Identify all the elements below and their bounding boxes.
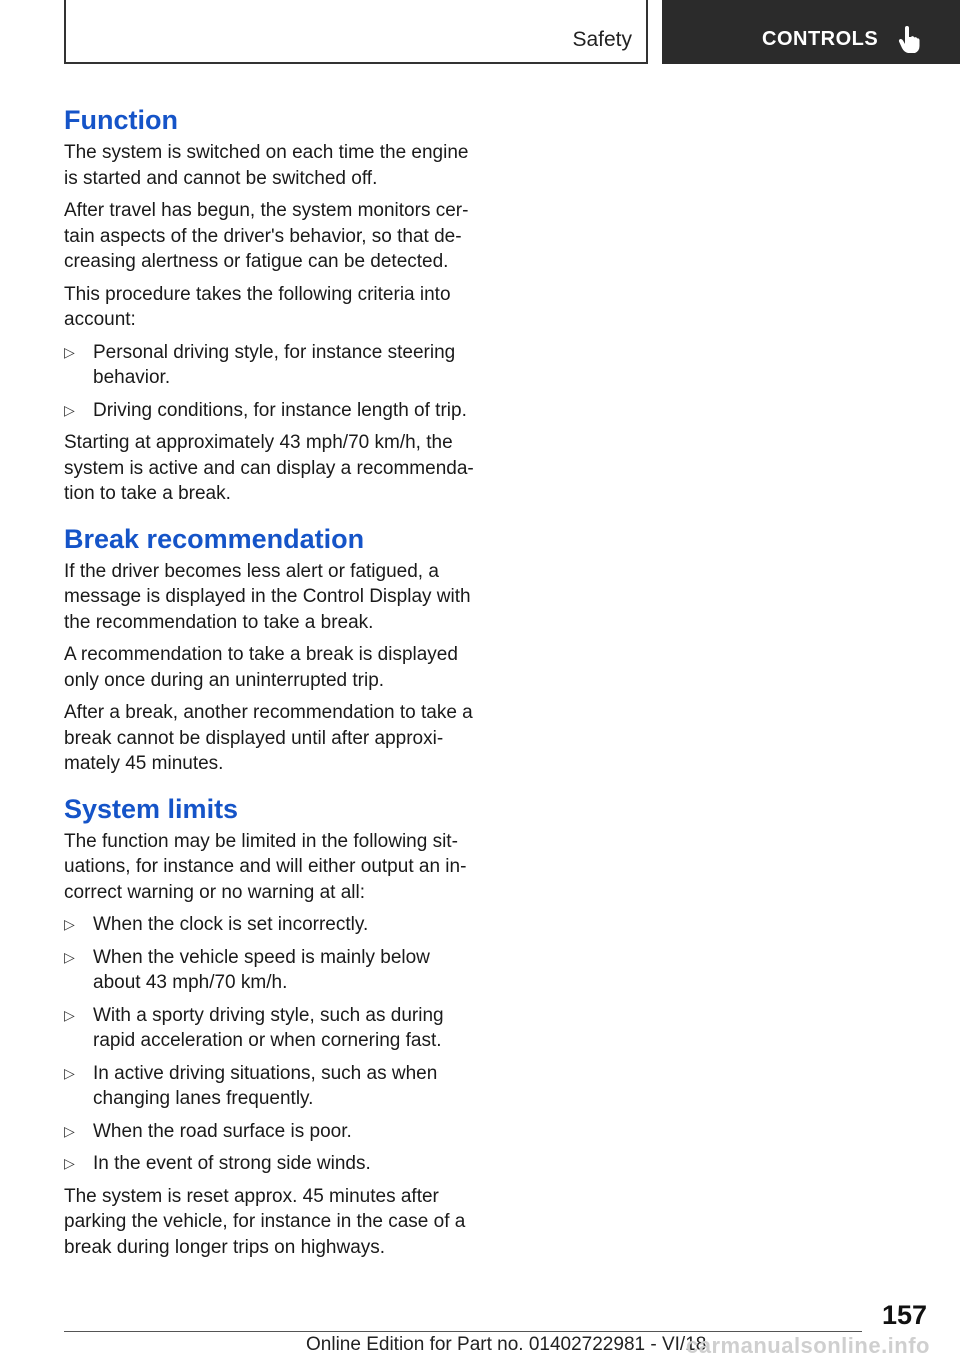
paragraph: A recommendation to take a break is displayed only once during an uninterrupted trip. xyxy=(64,644,458,691)
edition-text: Online Edition for Part no. 01402722981 - VI/18 xyxy=(306,1334,707,1355)
page-number: 157 xyxy=(881,1300,927,1330)
paragraph: The function may be limited in the following sit‐uations, for instance and will either output an in‐correct warning or no warning at all: xyxy=(64,830,467,903)
watermark-logo: carmanualsonline.info xyxy=(686,1333,930,1358)
paragraph: After a break, another recommendation to take a break cannot be displayed until after approxi‐mately 45 minutes. xyxy=(64,702,473,774)
paragraph: The system is switched on each time the engine is started and cannot be switched off. xyxy=(64,142,469,189)
triangle-bullet-icon: ▷ xyxy=(64,1155,75,1171)
section-title: Safety xyxy=(572,28,632,51)
list-item xyxy=(64,1061,480,1112)
triangle-bullet-icon: ▷ xyxy=(64,1006,75,1023)
list-item xyxy=(64,340,480,391)
section-heading: System limits xyxy=(64,793,239,824)
list-item xyxy=(64,945,480,996)
list-item xyxy=(64,1151,480,1177)
list-item xyxy=(64,912,480,938)
triangle-bullet-icon: ▷ xyxy=(64,1064,75,1081)
list-item-text: When the vehicle speed is mainly below about 43 mph/70 km/h. xyxy=(93,946,430,993)
header-section-tab xyxy=(64,0,648,64)
content-column xyxy=(64,100,480,1267)
list-item xyxy=(64,1003,480,1054)
paragraph: This procedure takes the following criteria into account: xyxy=(64,283,451,330)
list-item-text: In active driving situations, such as when changing lanes frequently. xyxy=(93,1062,438,1109)
bullet-list xyxy=(64,340,480,424)
triangle-bullet-icon: ▷ xyxy=(64,916,75,932)
paragraph: After travel has begun, the system monitors cer‐tain aspects of the driver's behavior, so that de‐creasing alertness or fatigue can be detected. xyxy=(64,200,469,272)
triangle-bullet-icon: ▷ xyxy=(64,343,75,360)
bullet-list xyxy=(64,912,480,1177)
list-item-text: Personal driving style, for instance steering behavior. xyxy=(93,341,456,388)
list-item xyxy=(64,1119,480,1145)
paragraph: Starting at approximately 43 mph/70 km/h, the system is active and can display a recommenda‐tion to take a break. xyxy=(64,432,474,504)
triangle-bullet-icon: ▷ xyxy=(64,401,75,418)
section xyxy=(64,519,480,777)
list-item xyxy=(64,398,480,424)
list-item-text: In the event of strong side winds. xyxy=(93,1153,371,1174)
section xyxy=(64,100,480,507)
header-chapter-tab xyxy=(662,0,960,64)
list-item-text: When the clock is set incorrectly. xyxy=(93,914,369,935)
footer-rule xyxy=(64,1331,862,1332)
list-item-text: When the road surface is poor. xyxy=(93,1120,352,1142)
hand-pointer-icon xyxy=(898,26,920,54)
chapter-title: CONTROLS xyxy=(762,28,879,50)
paragraph: If the driver becomes less alert or fatigued, a message is displayed in the Control Display with the recommendation to take a break. xyxy=(64,560,471,633)
section-heading: Break recommendation xyxy=(64,523,365,554)
list-item-text: With a sporty driving style, such as during rapid acceleration or when cornering fast. xyxy=(93,1004,444,1051)
list-item-text: Driving conditions, for instance length of trip. xyxy=(93,399,467,421)
section-heading: Function xyxy=(64,105,178,135)
triangle-bullet-icon: ▷ xyxy=(64,1122,75,1139)
triangle-bullet-icon: ▷ xyxy=(64,948,75,965)
paragraph: The system is reset approx. 45 minutes after parking the vehicle, for instance in the case of a break during longer trips on highways. xyxy=(64,1185,466,1258)
section xyxy=(64,789,480,1261)
